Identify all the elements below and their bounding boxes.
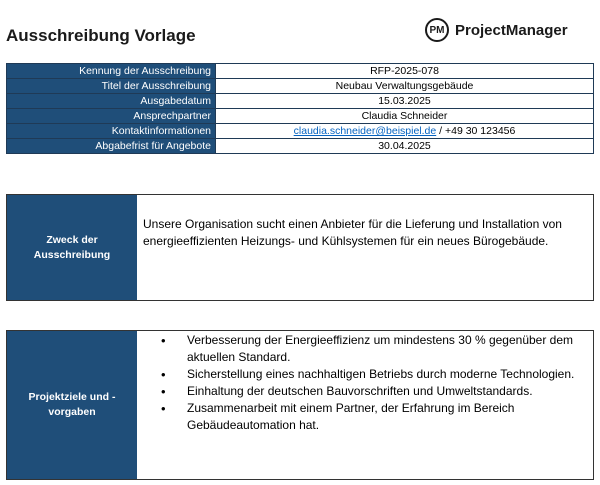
goals-list <box>151 332 587 434</box>
goals-label: Projektziele und - vorgaben <box>7 331 137 479</box>
goals-body <box>137 331 593 479</box>
info-table <box>6 63 594 154</box>
row-value: Neubau Verwaltungsgebäude <box>216 79 594 94</box>
purpose-text: Unsere Organisation sucht einen Anbieter für die Lieferung und Installation von energieeffizienten Heizungs- und Kühlsystemen für ein neues Bürogebäude. <box>143 217 562 248</box>
row-label: Kennung der Ausschreibung <box>7 64 216 79</box>
table-row <box>7 79 594 94</box>
purpose-section <box>6 194 594 301</box>
row-label: Abgabefrist für Angebote <box>7 139 216 154</box>
list-item: • Einhaltung der deutschen Bauvorschriften und Umweltstandards. <box>151 383 587 400</box>
row-label: Ansprechpartner <box>7 109 216 124</box>
logo-text: ProjectManager <box>455 21 568 39</box>
list-item: • Sicherstellung eines nachhaltigen Betriebs durch moderne Technologien. <box>151 366 587 383</box>
list-item: • Verbesserung der Energieeffizienz um mindestens 30 % gegenüber dem aktuellen Standard. <box>151 332 587 366</box>
table-row <box>7 124 594 139</box>
row-value: 15.03.2025 <box>216 94 594 109</box>
row-label: Kontaktinformationen <box>7 124 216 139</box>
goals-section <box>6 330 594 480</box>
row-label: Ausgabedatum <box>7 94 216 109</box>
table-row <box>7 139 594 154</box>
row-value <box>216 124 594 139</box>
row-label: Titel der Ausschreibung <box>7 79 216 94</box>
table-row <box>7 109 594 124</box>
purpose-label: Zweck der Ausschreibung <box>7 195 137 300</box>
phone-text: / +49 30 123456 <box>436 125 516 137</box>
email-link[interactable]: claudia.schneider@beispiel.de <box>293 125 437 137</box>
table-row <box>7 94 594 109</box>
brand-logo <box>425 18 568 42</box>
row-value: RFP-2025-078 <box>216 64 594 79</box>
list-item: • Zusammenarbeit mit einem Partner, der Erfahrung im Bereich Gebäudeautomation hat. <box>151 400 587 434</box>
row-value: 30.04.2025 <box>216 139 594 154</box>
logo-icon: PM <box>425 18 449 42</box>
page-title: Ausschreibung Vorlage <box>6 26 196 45</box>
table-row <box>7 64 594 79</box>
row-value: Claudia Schneider <box>216 109 594 124</box>
